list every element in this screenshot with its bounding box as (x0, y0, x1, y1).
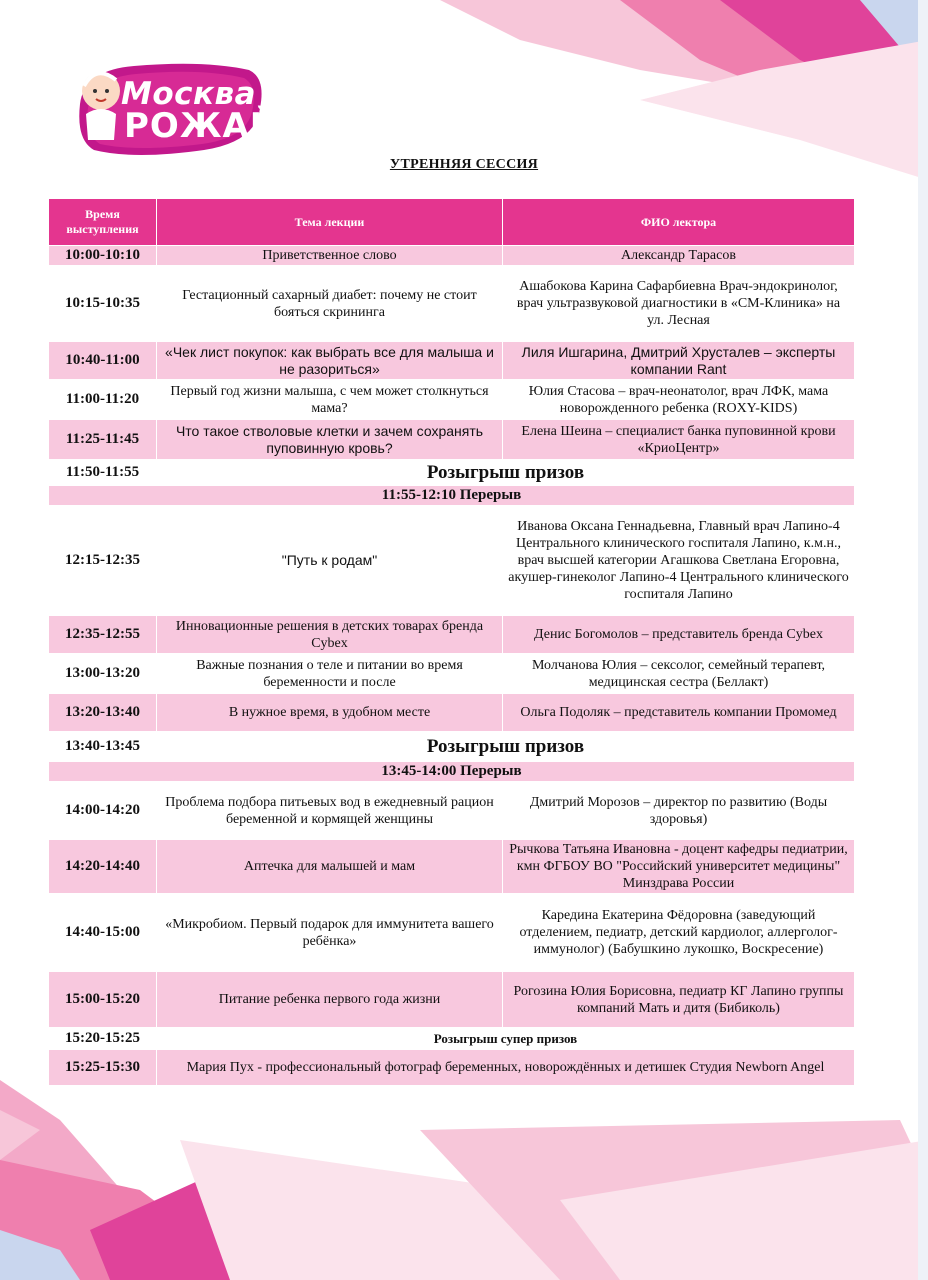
row-lecturer: Лиля Ишгарина, Дмитрий Хрусталев – эксперты компании Rant (503, 342, 855, 380)
row-merged: Мария Пух - профессиональный фотограф беременных, новорождённых и детишек Студия Newborn Angel (157, 1050, 855, 1086)
row-time: 13:40-13:45 (49, 732, 157, 762)
row-lecturer: Рычкова Татьяна Ивановна - доцент кафедры педиатрии, кмн ФГБОУ ВО "Российский университет медицины" Минздрава России (503, 840, 855, 894)
logo-text-rozhai: РОЖАЙ (124, 106, 280, 146)
row-time: 14:00-14:20 (49, 782, 157, 840)
prize-draw: Розыгрыш призов (157, 732, 855, 762)
row-time: 12:15-12:35 (49, 506, 157, 616)
table-row (49, 782, 855, 840)
row-time: 10:15-10:35 (49, 266, 157, 342)
row-topic: Аптечка для малышей и мам (157, 840, 503, 894)
row-time: 14:40-15:00 (49, 894, 157, 972)
table-row (49, 616, 855, 654)
table-row (49, 840, 855, 894)
schedule-table (48, 198, 855, 1086)
row-time: 15:25-15:30 (49, 1050, 157, 1086)
logo (74, 56, 280, 160)
header-time: Время выступления (49, 199, 157, 246)
table-row (49, 420, 855, 460)
page-edge (918, 0, 928, 1280)
prize-row (49, 1028, 855, 1050)
row-topic: "Путь к родам" (157, 506, 503, 616)
row-topic: Первый год жизни малыша, с чем может столкнуться мама? (157, 380, 503, 420)
table-row (49, 894, 855, 972)
table-row (49, 506, 855, 616)
header-topic: Тема лекции (157, 199, 503, 246)
row-time: 11:00-11:20 (49, 380, 157, 420)
row-lecturer: Денис Богомолов – представитель бренда Cybex (503, 616, 855, 654)
row-topic: Гестационный сахарный диабет: почему не стоит бояться скрининга (157, 266, 503, 342)
break-row (49, 486, 855, 506)
row-lecturer: Юлия Стасова – врач-неонатолог, врач ЛФК, мама новорожденного ребенка (ROXY-KIDS) (503, 380, 855, 420)
row-time: 10:40-11:00 (49, 342, 157, 380)
row-time: 10:00-10:10 (49, 246, 157, 266)
row-lecturer: Рогозина Юлия Борисовна, педиатр КГ Лапино группы компаний Мать и дитя (Бибиколь) (503, 972, 855, 1028)
prize-row (49, 732, 855, 762)
row-topic: Инновационные решения в детских товарах бренда Cybex (157, 616, 503, 654)
header-lecturer: ФИО лектора (503, 199, 855, 246)
row-topic: В нужное время, в удобном месте (157, 694, 503, 732)
header-row (49, 199, 855, 246)
table-row (49, 380, 855, 420)
table-row (49, 246, 855, 266)
row-time: 11:50-11:55 (49, 460, 157, 486)
row-topic: Важные познания о теле и питании во время беременности и после (157, 654, 503, 694)
table-row (49, 342, 855, 380)
row-time: 15:20-15:25 (49, 1028, 157, 1050)
row-topic: «Микробиом. Первый подарок для иммунитета вашего ребёнка» (157, 894, 503, 972)
session-title: УТРЕННЯЯ СЕССИЯ (389, 157, 539, 172)
row-lecturer: Иванова Оксана Геннадьевна, Главный врач Лапино-4 Центрального клинического госпиталя Лапино, к.м.н., врач высшей категории Агашкова Светлана Егоровна, акушер-гинеколог Лапино-4 Центрального клинического госпиталя Лапино (503, 506, 855, 616)
row-topic: «Чек лист покупок: как выбрать все для малыша и не разориться» (157, 342, 503, 380)
row-time: 13:00-13:20 (49, 654, 157, 694)
row-lecturer: Александр Тарасов (503, 246, 855, 266)
table-row (49, 694, 855, 732)
table-row (49, 266, 855, 342)
break-row (49, 762, 855, 782)
table-row (49, 654, 855, 694)
row-topic: Приветственное слово (157, 246, 503, 266)
table-row (49, 1050, 855, 1086)
row-time: 14:20-14:40 (49, 840, 157, 894)
row-time: 11:25-11:45 (49, 420, 157, 460)
row-time: 12:35-12:55 (49, 616, 157, 654)
break-label: 13:45-14:00 Перерыв (49, 762, 855, 782)
row-lecturer: Каредина Екатерина Фёдоровна (заведующий отделением, педиатр, детский кардиолог, аллерголог-иммунолог) (Бабушкино лукошко, Воскресение) (503, 894, 855, 972)
row-lecturer: Дмитрий Морозов – директор по развитию (Воды здоровья) (503, 782, 855, 840)
break-label: 11:55-12:10 Перерыв (49, 486, 855, 506)
prize-draw: Розыгрыш призов (157, 460, 855, 486)
row-lecturer: Ольга Подоляк – представитель компании Промомед (503, 694, 855, 732)
row-topic: Проблема подбора питьевых вод в ежедневный рацион беременной и кормящей женщины (157, 782, 503, 840)
table-row (49, 972, 855, 1028)
row-topic: Питание ребенка первого года жизни (157, 972, 503, 1028)
row-time: 15:00-15:20 (49, 972, 157, 1028)
prize-row (49, 460, 855, 486)
row-lecturer: Молчанова Юлия – сексолог, семейный терапевт, медицинская сестра (Беллакт) (503, 654, 855, 694)
row-lecturer: Елена Шеина – специалист банка пуповинной крови «КриоЦентр» (503, 420, 855, 460)
super-prize-draw: Розыгрыш супер призов (157, 1028, 855, 1050)
row-topic: Что такое стволовые клетки и зачем сохранять пуповинную кровь? (157, 420, 503, 460)
row-time: 13:20-13:40 (49, 694, 157, 732)
row-lecturer: Ашабокова Карина Сафарбиевна Врач-эндокринолог, врач ультразвуковой диагностики в «СМ-Клиника» на ул. Лесная (503, 266, 855, 342)
logo-text-moscow: Москва (121, 76, 257, 112)
